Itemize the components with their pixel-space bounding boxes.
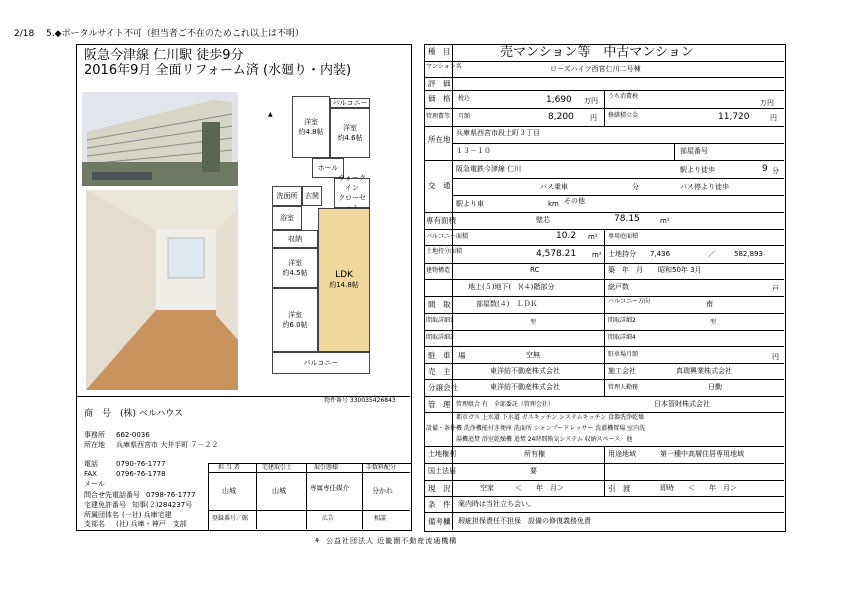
handover-value: 即時 ＜ 年 月＞: [660, 484, 737, 492]
price-label: 価 格: [428, 94, 451, 103]
structure-value: RC: [530, 266, 540, 274]
layout-detail-1-label: 間取詳細1: [426, 317, 454, 324]
property-address: 兵庫県西宮市段上町３丁目: [456, 129, 540, 137]
usage-label: 用途地域: [608, 450, 636, 458]
mgmt-sub: 月額: [458, 113, 471, 120]
land-share-sep: ／: [708, 250, 715, 258]
company-address: 兵庫県西宮市 大井手町 ７－２２: [116, 441, 219, 449]
facilities-label: 設備・条件: [426, 425, 457, 432]
floorplan-storage: 収納: [272, 230, 318, 248]
floors-value: 地上(５)地下( )(４)階部分: [468, 283, 555, 291]
direction-label: バルコニー方向: [608, 298, 651, 305]
tel-label: 電話: [84, 460, 98, 468]
property-name: ローズハイツ西宮仁川二号棟: [550, 65, 641, 73]
branch-label: 支部名: [84, 520, 105, 528]
floorplan-hall: ホール: [312, 158, 344, 178]
company-fax: 0796-76-1778: [116, 470, 166, 478]
repair-unit: 円: [770, 114, 777, 122]
management-label: 管 理: [428, 400, 451, 409]
tax-unit: 万円: [760, 99, 774, 107]
assoc-label: 所属団体名: [84, 511, 119, 519]
floorplan-bath: 浴室: [272, 206, 302, 230]
facilities-line-1: 都市ガス 上水道 下水道 ガスキッチン システムキッチン 食器洗浄乾燥: [456, 414, 645, 421]
parking-fee-label: 駐車場月額: [608, 351, 639, 358]
notice-text: 5.◆ポータルサイト不可（担当者ご不在のためこれ以上は不明）: [46, 29, 304, 39]
contact-number: 0798-76-1777: [146, 491, 196, 499]
license-number: 知事(２)284237号: [132, 501, 193, 509]
document-number: 物件番号 330035426843: [324, 397, 396, 404]
parking-value: 空無: [526, 351, 540, 359]
mgr-label: 管理人勤務: [608, 384, 639, 391]
bus-unit: 分: [632, 183, 639, 191]
land-share-a: 7,436: [650, 250, 671, 258]
title-line-1: 阪急今津線 仁川駅 徒歩9分: [84, 48, 244, 63]
parking-label: 駐 車 場: [428, 351, 466, 360]
staff-licensed: 山城: [272, 487, 286, 495]
floorplan-ldk: LDK 約14.8帖: [318, 208, 370, 352]
staff-footer-0: 登録番号／館: [212, 515, 249, 522]
units-label: 総戸数: [608, 283, 629, 291]
page-number: 2/18: [14, 29, 35, 39]
location-label: 所在地: [428, 135, 451, 144]
builder-value: 真瑞興業株式会社: [676, 367, 732, 375]
builder-label: 施工会社: [608, 367, 636, 375]
built-label: 築 年 月: [608, 266, 643, 274]
layout-value: 部屋数(４) ＬＤＫ: [476, 300, 538, 308]
land-right-label: 土地権利: [428, 450, 456, 458]
staff-person: 山城: [222, 487, 236, 495]
seller-label: 売 主: [428, 367, 451, 376]
mgmt-label: 管理費等: [426, 113, 451, 120]
staff-header-1: 宅建取引士: [262, 464, 293, 471]
tax-label: うち消費税: [608, 93, 639, 100]
balcony-value: 10.2: [556, 231, 577, 241]
km-unit: km: [548, 200, 559, 208]
mgr-value: 日勤: [708, 383, 722, 391]
law-label: 国土法届: [428, 467, 456, 475]
direction-value: 南: [706, 300, 713, 308]
layout-detail-2-type: 型: [710, 319, 717, 326]
staff-fee: 分かれ: [372, 487, 393, 495]
address-label: 所在地: [84, 441, 105, 449]
mgmt-unit: 円: [590, 114, 597, 122]
interior-photo: [86, 190, 238, 390]
layout-label: 間 取: [428, 300, 451, 309]
structure-label: 建物構造: [426, 267, 451, 274]
floorplan-room-western-1: 洋室 約4.8帖: [292, 96, 330, 158]
area-unit: m²: [660, 217, 670, 225]
line-station: 阪急電鉄今津線 仁川: [456, 165, 522, 173]
trade-name: (株) ベルハウス: [120, 409, 183, 419]
layout-detail-2-label: 間取詳細2: [608, 317, 636, 324]
staff-header-3: 手数料配分: [366, 464, 397, 471]
layout-detail-3-label: 間取詳細3: [426, 334, 454, 341]
facilities-line-3: 湯機追焚 浴室乾燥機 追焚 24時間換気システム 収納スペース 他: [456, 436, 633, 443]
floorplan-balcony-top: バルコニー: [330, 98, 370, 108]
repair-fee: 11,720: [718, 112, 750, 122]
private-garden-label: 専用庭面積: [608, 233, 639, 240]
staff-transaction: 専属専任媒介: [310, 484, 349, 492]
terms-value: 案内時は当社立ち会い。: [458, 500, 535, 508]
usage-value: 第一種中高層住居専用地域: [660, 450, 744, 458]
other-label: その他: [564, 197, 585, 205]
building-exterior-photo: [82, 92, 238, 186]
company-tel: 0790-76-1777: [116, 460, 166, 468]
assoc-name: (一社) 兵庫宅建: [122, 511, 172, 519]
bus-stop-label: バス停より徒歩: [680, 183, 729, 191]
land-share-b: 582,893: [734, 250, 763, 258]
status-label: 現 況: [428, 484, 451, 493]
mgmt-fee: 8,200: [548, 112, 574, 122]
status-value: 空家 ＜ 年 月＞: [480, 484, 564, 492]
association-name: 公益社団法人 近畿圏不動産流通機構: [326, 537, 458, 545]
land-label: 土地持分面積: [426, 248, 463, 255]
repair-label: 修繕積立金: [608, 112, 639, 119]
land-share-label: 土地持分: [608, 250, 636, 258]
staff-header-2: 取引態様: [314, 464, 339, 471]
units-unit: 戸: [772, 285, 779, 293]
mail-label: メール: [84, 480, 105, 488]
fax-label: FAX: [84, 470, 97, 478]
price-unit: 万円: [584, 97, 598, 105]
title-line-2: 2016年9月 全面リフォーム済 (水廻り・内装): [84, 63, 352, 78]
balcony-unit: m²: [588, 233, 598, 241]
type-label: 種 目: [428, 47, 451, 56]
property-type: 売マンション等 中古マンション: [500, 45, 694, 60]
balcony-label: バルコニー面積: [426, 233, 469, 240]
property-address-2: １３－１０: [456, 147, 491, 155]
floorplan-room-western-2: 洋室 約4.6帖: [330, 108, 370, 158]
walk-label: 駅より徒歩: [680, 166, 715, 174]
price-tax-note: 税込: [458, 95, 471, 102]
association-logo-icon: ⚘: [314, 537, 321, 545]
management-company: 日本管財株式会社: [654, 400, 710, 408]
staff-footer-3: 相談: [374, 515, 387, 522]
floorplan-room-western-3: 洋室 約4.5帖: [272, 248, 318, 288]
staff-header-0: 担 当 者: [218, 464, 240, 471]
distributor-value: 東洋紡不動産株式会社: [490, 383, 560, 391]
floor-plan: [262, 96, 374, 378]
price-value: 1,690: [546, 95, 572, 105]
management-form: 管理組合 有 全部委託（管理会社）: [456, 401, 554, 408]
floorplan-washroom: 洗面所: [272, 186, 302, 206]
seller-value: 東洋紡不動産株式会社: [490, 367, 560, 375]
land-unit: m²: [592, 251, 602, 259]
license-label: 宅建免許番号: [84, 501, 126, 509]
floorplan-room-western-4: 洋室 約6.0帖: [272, 288, 318, 352]
built-value: 昭和50年 3月: [658, 266, 702, 274]
office-postal: 662-0036: [116, 431, 150, 439]
room-no-label: 部屋番号: [680, 147, 708, 155]
facilities-line-2: 機 洗浄機能付き便座 洗面所 シャンプードレッサー 洗濯機置場 室内洗: [456, 425, 646, 432]
parking-fee-unit: 円: [772, 353, 779, 361]
distributor-label: 分譲会社: [428, 383, 458, 392]
staff-footer-2: 広告: [322, 515, 335, 522]
floorplan-walkin-closet: ウォークイン クローゼ: [334, 178, 370, 208]
law-value: 要: [530, 467, 537, 475]
contact-label: 問合せ先電話番号: [84, 491, 140, 499]
north-arrow-icon: ▲: [268, 111, 273, 118]
floorplan-entrance: 玄関: [302, 186, 322, 206]
branch-name: (社) 兵庫・神戸 支部: [116, 520, 187, 528]
area-value: 78.15: [614, 214, 640, 224]
bus-label: バス乗車: [540, 183, 568, 191]
walk-minutes: 9: [762, 164, 768, 174]
remarks-label: 備考欄: [428, 517, 451, 526]
land-right-value: 所有権: [524, 450, 545, 458]
office-label: 事務所: [84, 431, 105, 439]
layout-detail-4-label: 間取詳細4: [608, 334, 636, 341]
traffic-label: 交 通: [428, 181, 451, 190]
walk-unit: 分: [772, 167, 779, 175]
ref-label: 評 価: [428, 79, 451, 88]
floorplan-balcony-bottom: バルコニー: [272, 352, 370, 374]
remarks-value: 瑕疵担保責任不担保 設備の修復義務免責: [458, 517, 591, 525]
terms-label: 条 件: [428, 500, 451, 509]
layout-detail-1-type: 型: [530, 319, 537, 326]
station-car-label: 駅より車: [456, 200, 484, 208]
area-note: 壁芯: [536, 216, 550, 224]
handover-label: 引 渡: [608, 484, 631, 493]
name-label: マンション名: [426, 63, 462, 70]
land-area: 4,578.21: [536, 249, 577, 259]
trade-label: 商 号: [84, 409, 112, 419]
area-label: 専有面積: [426, 216, 456, 225]
